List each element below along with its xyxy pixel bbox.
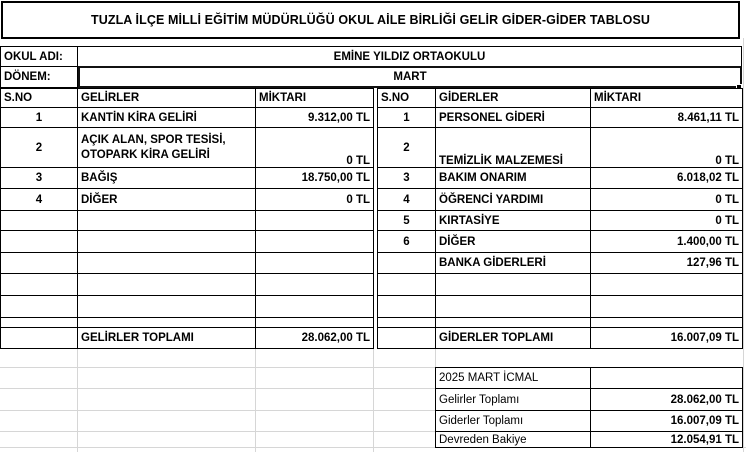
empty-cell[interactable] [436,296,591,318]
cell-name[interactable]: ÖĞRENCİ YARDIMI [436,189,591,211]
empty-cell[interactable] [256,296,374,318]
empty-cell[interactable] [436,274,591,296]
cell-name[interactable] [78,128,256,168]
cell-amount[interactable]: 0 TL [591,128,743,168]
expense-row [378,128,743,168]
income-empty-row [1,274,374,296]
empty-cell[interactable] [78,231,256,253]
cell-sno[interactable]: 3 [1,168,78,189]
page-title: TUZLA İLÇE MİLLİ EĞİTİM MÜDÜRLÜĞÜ OKUL AİLE BİRLİĞİ GELİR GİDER-GİDER TABLOSU [1,1,740,39]
empty-cell[interactable] [1,328,78,349]
empty-cell[interactable] [591,274,743,296]
summary-label[interactable]: Giderler Toplamı [436,411,591,432]
expense-row [378,189,743,211]
income-empty-row [1,231,374,253]
cell-amount[interactable]: 1.400,00 TL [591,231,743,253]
cell-amount[interactable]: 0 TL [256,189,374,211]
expense-header-amount[interactable]: MİKTARI [591,89,743,108]
cell-name-line2: OTOPARK KİRA GELİRİ [81,148,210,161]
cell-name[interactable]: BAKIM ONARIM [436,168,591,189]
summary-title[interactable]: 2025 MART İCMAL [436,368,591,389]
empty-cell[interactable] [78,274,256,296]
period-cell-selected[interactable]: MART [78,66,742,88]
expense-empty-row [378,318,743,328]
school-name-label[interactable]: OKUL ADI: [0,46,78,67]
income-total-row [1,328,374,349]
empty-cell[interactable] [256,318,374,328]
income-header-row [1,89,374,108]
empty-cell[interactable] [78,253,256,274]
cell-amount[interactable]: 9.312,00 TL [256,108,374,128]
empty-cell[interactable] [1,274,78,296]
cell-name[interactable]: KIRTASİYE [436,211,591,231]
summary-amount[interactable]: 16.007,09 TL [591,411,743,432]
gridline [435,348,436,367]
empty-cell[interactable] [378,274,436,296]
empty-cell[interactable] [78,318,256,328]
cell-name[interactable]: BAĞIŞ [78,168,256,189]
expense-row [378,168,743,189]
empty-cell[interactable] [591,296,743,318]
summary-table [435,367,743,448]
expense-empty-row [378,296,743,318]
cell-name[interactable]: KANTİN KİRA GELİRİ [78,108,256,128]
cell-amount[interactable]: 8.461,11 TL [591,108,743,128]
cell-amount[interactable]: 0 TL [256,128,374,168]
summary-label[interactable]: Gelirler Toplamı [436,389,591,411]
expense-table [377,88,743,349]
cell-amount[interactable]: 6.018,02 TL [591,168,743,189]
empty-cell[interactable] [1,253,78,274]
gridline [255,348,256,452]
empty-cell[interactable] [378,318,436,328]
expense-empty-row [378,274,743,296]
cell-sno[interactable]: 1 [378,108,436,128]
gridline [0,367,435,368]
income-total-amount[interactable]: 28.062,00 TL [256,328,374,349]
expense-row [378,253,743,274]
empty-cell[interactable] [256,231,374,253]
expense-header-row [378,89,743,108]
cell-name[interactable]: TEMİZLİK MALZEMESİ [436,128,591,168]
gridline [373,348,374,452]
income-empty-row [1,318,374,328]
income-total-label[interactable]: GELİRLER TOPLAMI [78,328,256,349]
cell-amount[interactable]: 0 TL [591,189,743,211]
empty-cell[interactable] [378,328,436,349]
cell-name[interactable]: DİĞER [78,189,256,211]
cell-sno[interactable]: 2 [1,128,78,168]
cell-sno[interactable]: 3 [378,168,436,189]
expense-row [378,211,743,231]
summary-row [436,411,743,432]
income-header-sno[interactable]: S.NO [1,89,78,108]
income-header-name[interactable]: GELİRLER [78,89,256,108]
summary-amount[interactable]: 12.054,91 TL [591,432,743,448]
expense-header-sno[interactable]: S.NO [378,89,436,108]
cell-name[interactable]: DİĞER [436,231,591,253]
summary-row [436,389,743,411]
cell-sno[interactable]: 1 [1,108,78,128]
summary-row [436,432,743,448]
income-empty-row [1,211,374,231]
expense-header-name[interactable]: GİDERLER [436,89,591,108]
empty-cell[interactable] [1,231,78,253]
cell-amount[interactable]: 0 TL [591,211,743,231]
empty-cell[interactable] [591,368,743,389]
empty-cell[interactable] [1,211,78,231]
empty-cell[interactable] [378,296,436,318]
empty-cell[interactable] [78,296,256,318]
income-table [0,88,374,349]
gridline [0,410,435,411]
cell-name[interactable]: PERSONEL GİDERİ [436,108,591,128]
summary-amount[interactable]: 28.062,00 TL [591,389,743,411]
empty-cell[interactable] [78,211,256,231]
empty-cell[interactable] [1,296,78,318]
period-label[interactable]: DÖNEM: [0,66,78,88]
cell-amount[interactable]: 127,96 TL [591,253,743,274]
empty-cell[interactable] [256,211,374,231]
cell-name[interactable]: BANKA GİDERLERİ [436,253,591,274]
cell-sno[interactable]: 6 [378,231,436,253]
gridline [0,431,435,432]
gridline [743,38,744,452]
expense-total-row [378,328,743,349]
income-empty-row [1,253,374,274]
income-row [1,168,374,189]
empty-cell[interactable] [256,253,374,274]
summary-label[interactable]: Devreden Bakiye [436,432,591,448]
summary-title-row [436,368,743,389]
cell-sno[interactable]: 2 [378,128,436,168]
expense-row [378,231,743,253]
income-row [1,108,374,128]
income-row [1,189,374,211]
expense-row [378,108,743,128]
expense-total-label[interactable]: GİDERLER TOPLAMI [436,328,591,349]
empty-cell[interactable] [1,318,78,328]
empty-cell[interactable] [436,318,591,328]
gridline [0,388,435,389]
cell-sno[interactable]: 5 [378,211,436,231]
cell-name-line1: AÇIK ALAN, SPOR TESİSİ, [81,133,226,146]
income-header-amount[interactable]: MİKTARI [256,89,374,108]
cell-sno[interactable]: 4 [1,189,78,211]
cell-sno[interactable] [378,253,436,274]
income-empty-row [1,296,374,318]
school-name-cell[interactable]: EMİNE YILDIZ ORTAOKULU [77,46,742,67]
gridline [77,348,78,452]
income-row [1,128,374,168]
expense-total-amount[interactable]: 16.007,09 TL [591,328,743,349]
empty-cell[interactable] [256,274,374,296]
empty-cell[interactable] [591,318,743,328]
cell-amount[interactable]: 18.750,00 TL [256,168,374,189]
cell-sno[interactable]: 4 [378,189,436,211]
